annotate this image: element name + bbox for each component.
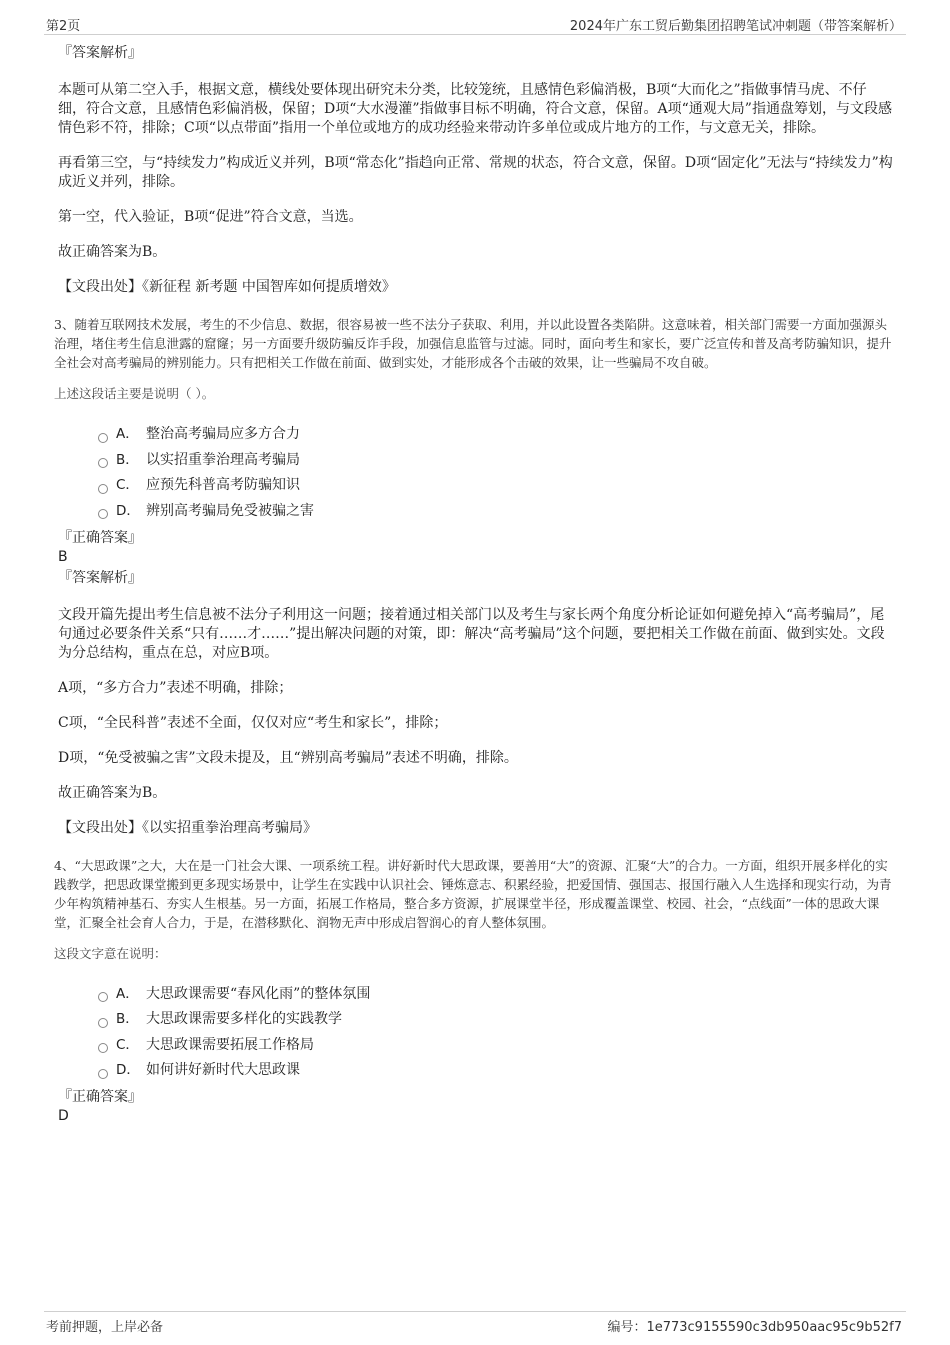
analysis-paragraph: A项，“多方合力”表述不明确，排除；	[58, 679, 293, 696]
option-c[interactable]	[98, 1036, 894, 1055]
option-text: 以实招重拳治理高考骗局	[146, 451, 300, 468]
radio-icon[interactable]	[98, 1043, 108, 1053]
option-text: 辨别高考骗局免受被骗之害	[146, 502, 314, 519]
option-letter: D．	[116, 502, 140, 519]
analysis-paragraph: 文段开篇先提出考生信息被不法分子利用这一问题；接着通过相关部门以及考生与家长两个角度分析论证如何避免掉入“高考骗局”，尾句通过必要条件关系“只有……才……”提出解决问题的对策，即：解决“高考骗局”这个问题，要把相关工作做在前面、做到实处。文段为分总结构，重点在总，对应B项。	[58, 606, 885, 661]
page-content	[54, 44, 894, 1128]
option-d[interactable]	[98, 1061, 894, 1080]
correct-answer-label: 『正确答案』	[58, 529, 142, 546]
option-b[interactable]	[98, 451, 894, 470]
radio-icon[interactable]	[98, 484, 108, 494]
radio-icon[interactable]	[98, 1069, 108, 1079]
option-letter: C．	[116, 1036, 139, 1053]
question-3-prompt: 上述这段话主要是说明（ ）。	[54, 386, 215, 401]
option-letter: D．	[116, 1062, 140, 1078]
option-letter: A．	[116, 426, 139, 442]
analysis-paragraph: 本题可从第二空入手，根据文意，横线处要体现出研究未分类，比较笼统，且感情色彩偏消极，B项“大而化之”指做事情马虎、不仔细，符合文意，且感情色彩偏消极，保留；D项“大水漫灌”指做事目标不明确，符合文意，保留。A项“通观大局”指通盘筹划，与文段感情色彩不符，排除；C项“以点带面”指用一个单位或地方的成功经验来带动许多单位或成片地方的工作，与文意无关，排除。	[58, 82, 892, 136]
option-letter: B．	[116, 451, 139, 468]
source-citation: 【文段出处】《以实招重拳治理高考骗局》	[58, 819, 317, 836]
option-text: 大思政课需要“春风化雨”的整体氛围	[146, 985, 371, 1002]
footer-slogan: 考前押题，上岸必备	[46, 1320, 164, 1335]
option-letter: B．	[116, 1011, 139, 1027]
radio-icon[interactable]	[98, 1018, 108, 1028]
option-letter: A．	[116, 985, 139, 1002]
document-title: 2024年广东工贸后勤集团招聘笔试冲刺题（带答案解析）	[569, 19, 902, 34]
correct-answer-label: 『正确答案』	[58, 1089, 142, 1105]
question-3-options	[58, 425, 894, 521]
question-4-options	[58, 985, 894, 1081]
option-b[interactable]	[98, 1010, 894, 1029]
option-a[interactable]	[98, 425, 894, 444]
option-a[interactable]	[98, 985, 894, 1004]
correct-answer: B	[58, 548, 68, 565]
option-text: 应预先科普高考防骗知识	[146, 477, 300, 493]
correct-answer: D	[58, 1108, 69, 1124]
page-header	[44, 12, 906, 35]
analysis-paragraph: 第一空，代入验证，B项“促进”符合文意，当选。	[58, 209, 363, 225]
option-letter: C．	[116, 477, 139, 493]
source-citation: 【文段出处】《新征程 新考题 中国智库如何提质增效》	[58, 279, 396, 295]
analysis-label: 『答案解析』	[58, 45, 142, 61]
analysis-paragraph: 故正确答案为B。	[58, 244, 167, 260]
question-4-text: 4、“大思政课”之大，大在是一门社会大课、一项系统工程。讲好新时代大思政课，要善用“大”的资源、汇聚“大”的合力。一方面，组织开展多样化的实践教学，把思政课堂搬到更多现实场景中，让学生在实践中认识社会、锤炼意志、积累经验，把爱国情、强国志、报国行融入人生选择和现实行动，为青少年构筑精神基石、夯实人生根基。另一方面，拓展工作格局，整合多方资源，扩展课堂半径，形成覆盖课堂、校园、社会，“点线面”一体的思政大课堂，汇聚全社会育人合力，于是，在潜移默化、润物无声中形成启智润心的育人整体氛围。	[54, 857, 892, 930]
analysis-paragraph: C项，“全民科普”表述不全面，仅仅对应“考生和家长”，排除；	[58, 714, 448, 731]
question-4-prompt: 这段文字意在说明：	[54, 945, 167, 961]
option-d[interactable]	[98, 502, 894, 521]
option-c[interactable]	[98, 476, 894, 495]
question-3-text: 3、随着互联网技术发展，考生的不少信息、数据，很容易被一些不法分子获取、利用，并以此设置各类陷阱。这意味着，相关部门需要一方面加强源头治理，堵住考生信息泄露的窟窿；另一方面要升级防骗反诈手段，加强信息监管与过滤。同时，面向考生和家长，要广泛宣传和普及高考防骗知识，提升全社会对高考骗局的辨别能力。只有把相关工作做在前面、做到实处，才能形成各个击破的效果，让一些骗局不攻自破。	[54, 317, 892, 370]
radio-icon[interactable]	[98, 458, 108, 468]
page-number: 第2页	[46, 19, 81, 34]
analysis-paragraph: D项，“免受被骗之害”文段未提及，且“辨别高考骗局”表述不明确，排除。	[58, 749, 518, 766]
option-text: 如何讲好新时代大思政课	[146, 1062, 300, 1078]
page-footer	[44, 1311, 906, 1336]
analysis-label: 『答案解析』	[58, 569, 142, 586]
radio-icon[interactable]	[98, 509, 108, 519]
option-text: 大思政课需要拓展工作格局	[146, 1036, 314, 1053]
radio-icon[interactable]	[98, 992, 108, 1002]
analysis-paragraph: 再看第三空，与“持续发力”构成近义并列，B项“常态化”指趋向正常、常规的状态，符合文意，保留。D项“固定化”无法与“持续发力”构成近义并列，排除。	[58, 155, 893, 190]
radio-icon[interactable]	[98, 433, 108, 443]
analysis-paragraph: 故正确答案为B。	[58, 784, 167, 801]
document-serial: 编号：1e773c9155590c3db950aac95c9b52f7	[607, 1320, 902, 1335]
option-text: 整治高考骗局应多方合力	[146, 426, 300, 442]
option-text: 大思政课需要多样化的实践教学	[146, 1011, 342, 1027]
